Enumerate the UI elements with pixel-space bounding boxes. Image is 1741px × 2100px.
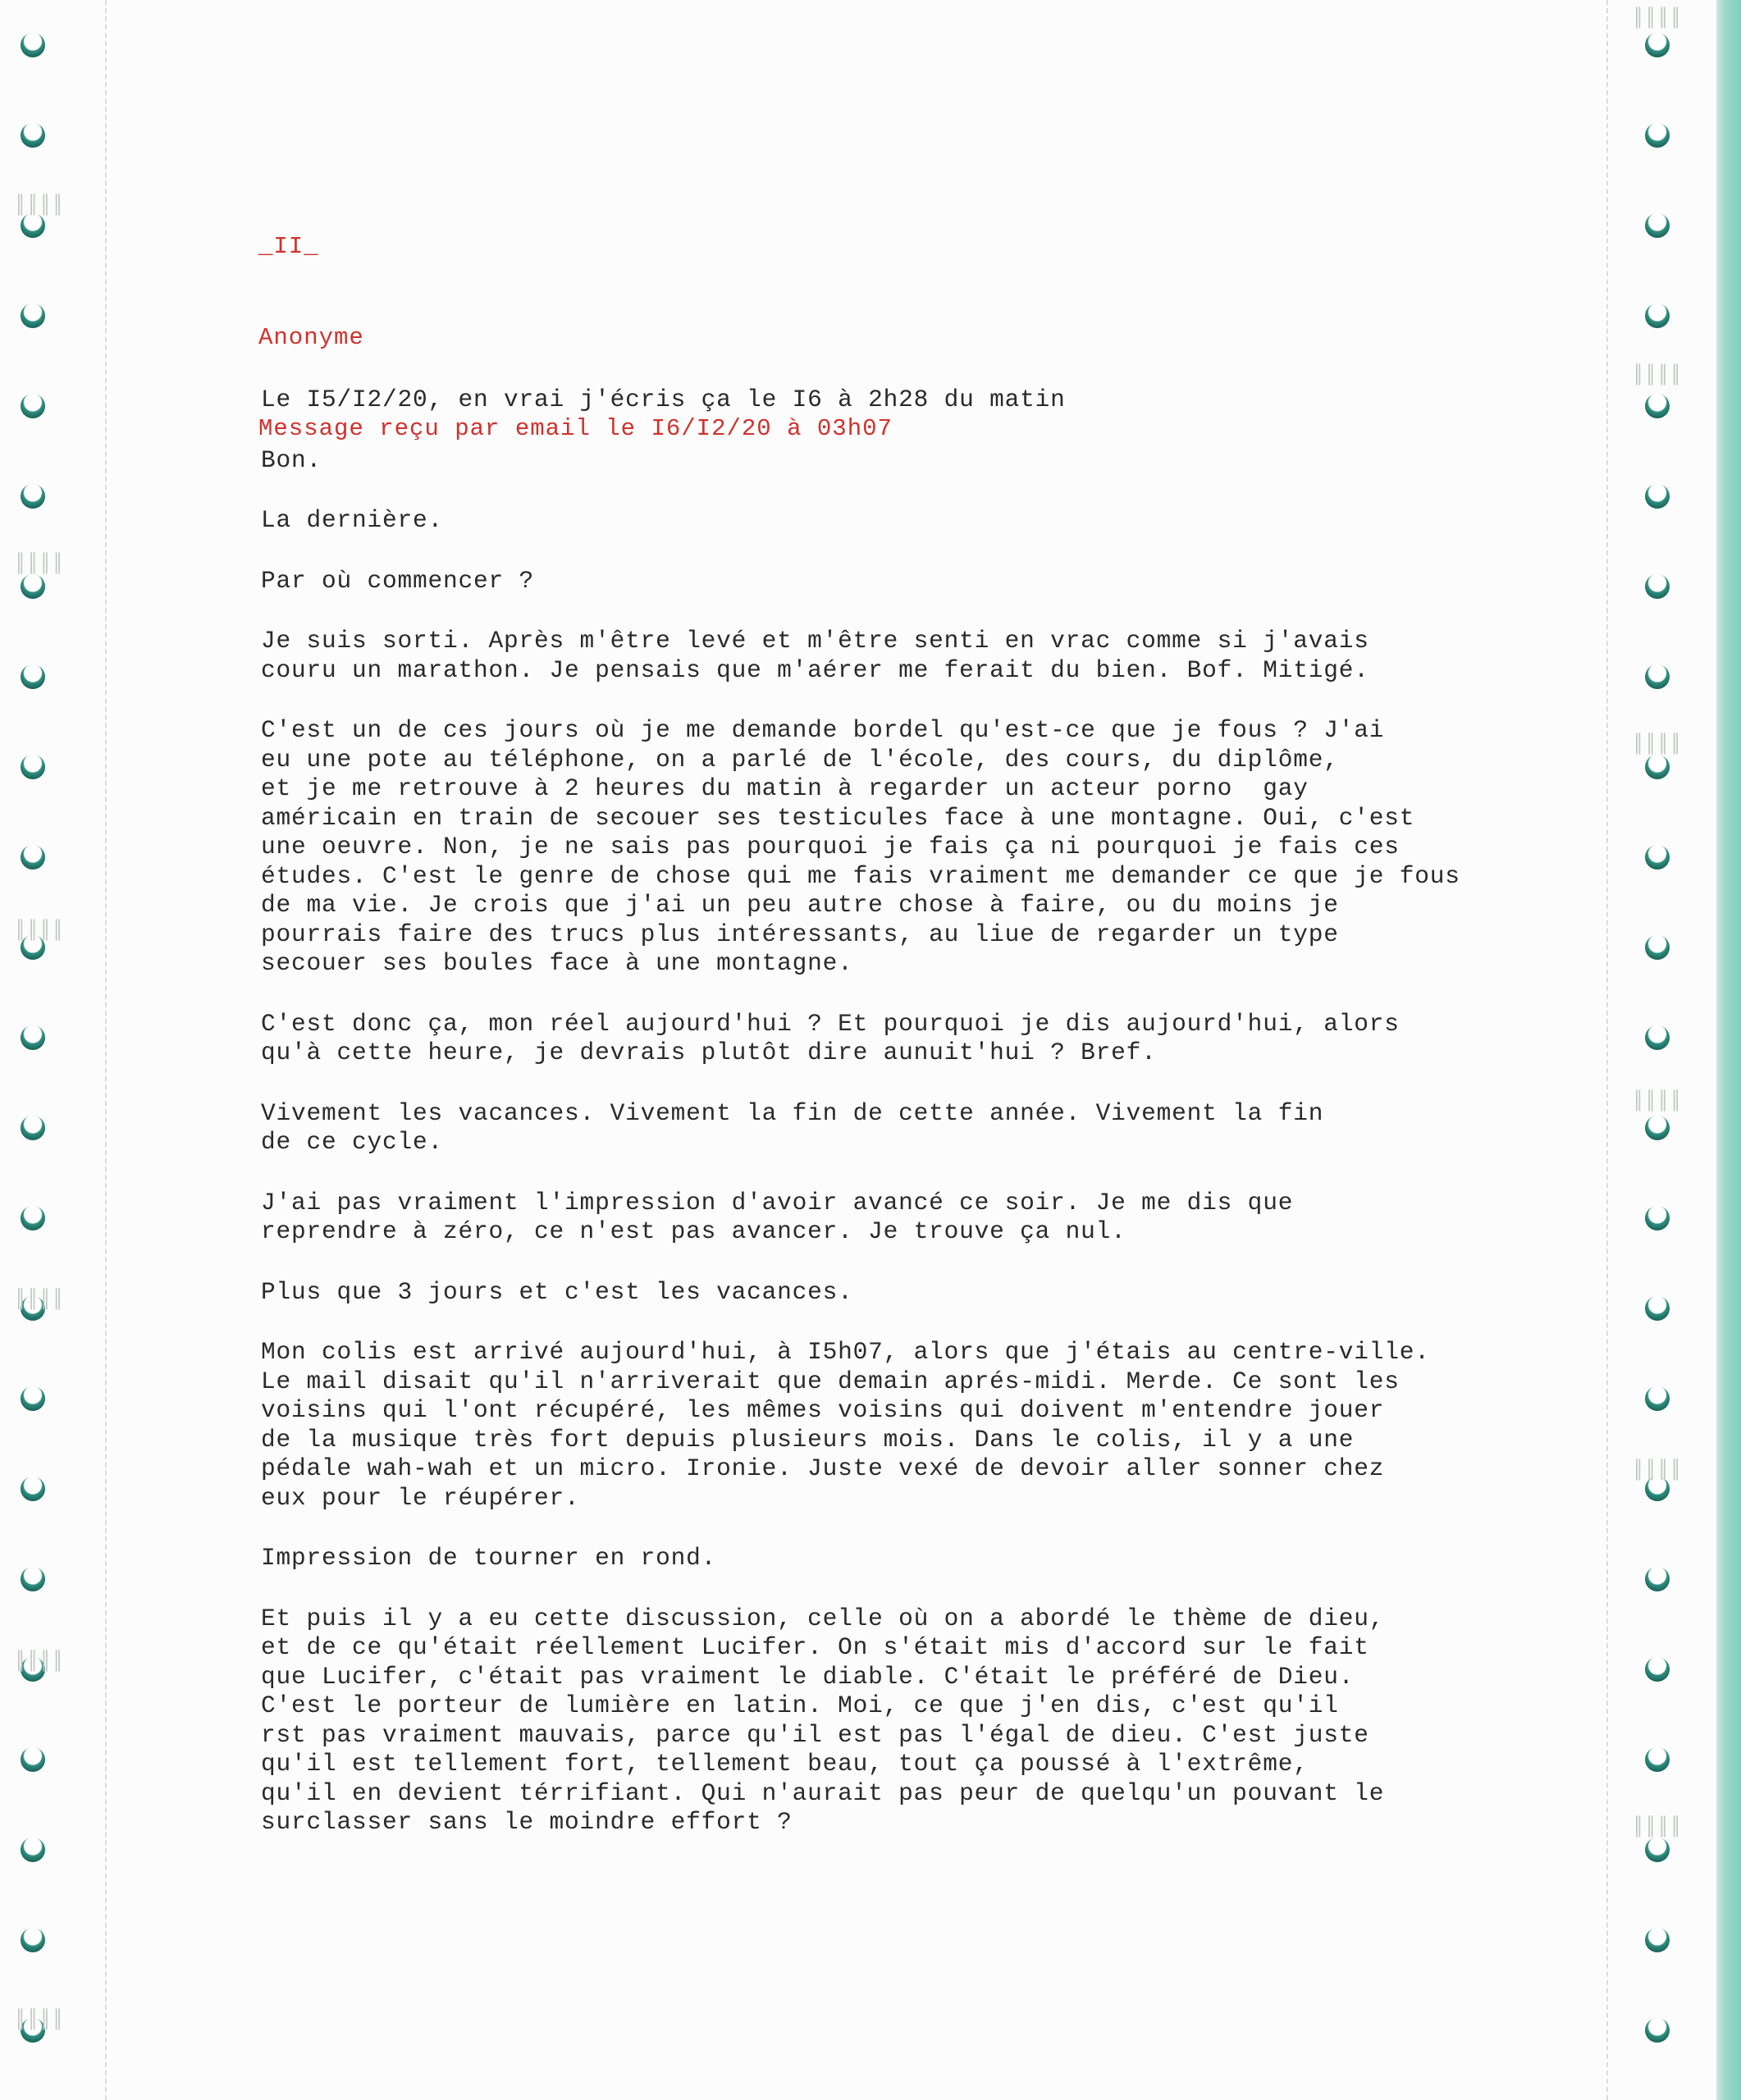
perforation-tick-icon: ║║║║: [1633, 365, 1683, 386]
tractor-feed-hole-icon: [1645, 484, 1670, 509]
tractor-feed-hole-icon: [21, 1838, 45, 1862]
tractor-feed-hole-icon: [21, 33, 45, 57]
tractor-feed-hole-icon: [1645, 304, 1670, 328]
tractor-feed-hole-icon: [21, 1116, 45, 1140]
tractor-feed-hole-icon: [1645, 33, 1670, 57]
perforation-tick-icon: ║║║║: [1633, 1460, 1683, 1481]
tractor-feed-hole-icon: [21, 1025, 45, 1050]
perforation-tick-icon: ║║║║: [15, 195, 65, 216]
tractor-feed-hole-icon: [1645, 1657, 1670, 1682]
paragraph: Impression de tourner en rond.: [261, 1544, 717, 1572]
paragraph: Je suis sorti. Après m'être levé et m'être senti en vrac comme si j'avais couru un marathon. Je pensais que m'aérer me ferait du bien. Bof. Mitigé.: [261, 627, 1369, 684]
paragraph: C'est donc ça, mon réel aujourd'hui ? Et pourquoi je dis aujourd'hui, alors qu'à cette heure, je devrais plutôt dire aunuit'hui ? Bref.: [261, 1009, 1400, 1066]
tractor-feed-hole-icon: [21, 394, 45, 418]
paragraph: Vivement les vacances. Vivement la fin de cette année. Vivement la fin de ce cycle.: [261, 1098, 1324, 1156]
tractor-feed-hole-icon: [21, 1206, 45, 1230]
tractor-feed-hole-icon: [21, 484, 45, 509]
tractor-feed-hole-icon: [21, 664, 45, 689]
paragraph: Mon colis est arrivé aujourd'hui, à I5h07, alors que j'étais au centre-ville. Le mail disait qu'il n'arriverait que demain aprés-midi. Merde. Ce sont les voisins qui l'ont récupéré, les mêmes voisins qui doivent m'entendre jouer de la musique très fort depuis plusieurs mois. Dans le colis, il y a une pédale wah-wah et un micro. Ironie. Juste vexé de devoir aller sonner chez eux pour le réupérer.: [261, 1338, 1430, 1512]
tractor-feed-hole-icon: [21, 304, 45, 328]
paragraph: La dernière.: [261, 506, 444, 534]
perforation-tick-icon: ║║║║: [1633, 1817, 1683, 1838]
tractor-feed-hole-icon: [1645, 1386, 1670, 1411]
tractor-feed-hole-icon: [1645, 1116, 1670, 1140]
left-tractor-strip: [0, 0, 90, 2100]
tractor-feed-hole-icon: [21, 1928, 45, 1952]
paragraph: Plus que 3 jours et c'est les vacances.: [261, 1277, 853, 1306]
tractor-feed-hole-icon: [1645, 1567, 1670, 1591]
tractor-feed-hole-icon: [1645, 664, 1670, 689]
perforation-tick-icon: ║║║║: [15, 1290, 65, 1310]
tractor-feed-hole-icon: [21, 574, 45, 599]
tractor-feed-hole-icon: [1645, 1296, 1670, 1321]
tractor-feed-hole-icon: [21, 845, 45, 870]
tractor-feed-hole-icon: [21, 123, 45, 148]
perforation-tick-icon: ║║║║: [15, 920, 65, 941]
paragraph: Par où commencer ?: [261, 566, 535, 595]
paragraph: Bon.: [261, 445, 322, 474]
tractor-feed-hole-icon: [21, 1747, 45, 1772]
teal-paper-edge: [1716, 0, 1741, 2100]
tractor-feed-hole-icon: [1645, 394, 1670, 418]
tractor-feed-hole-icon: [1645, 845, 1670, 870]
tractor-feed-hole-icon: [1645, 1206, 1670, 1230]
tractor-feed-hole-icon: [21, 755, 45, 779]
tractor-feed-hole-icon: [1645, 123, 1670, 148]
tractor-feed-hole-icon: [21, 1567, 45, 1591]
tractor-feed-hole-icon: [1645, 2018, 1670, 2043]
tractor-feed-hole-icon: [21, 1386, 45, 1411]
paragraph: C'est un de ces jours où je me demande bordel qu'est-ce que je fous ? J'ai eu une pote au téléphone, on a parlé de l'école, des cours, du diplôme, et je me retrouve à 2 heures du matin à regarder un acteur porno gay américain en train de secouer ses testicules face à une montagne. Oui, c'est une oeuvre. Non, je ne sais pas pourquoi je fais ça ni pourquoi je fais ces études. C'est le genre de chose qui me fais vraiment me demander ce que je fous de ma vie. Je crois que j'ai un peu autre chose à faire, ou du moins je pourrais faire des trucs plus intéressants, au liue de regarder un type secouer ses boules face à une montagne.: [261, 716, 1460, 977]
tractor-feed-hole-icon: [21, 213, 45, 238]
right-perforation-line: [1606, 0, 1608, 2100]
perforation-tick-icon: ║║║║: [15, 554, 65, 574]
perforation-tick-icon: ║║║║: [15, 2010, 65, 2030]
paragraph-date: Le I5/I2/20, en vrai j'écris ça le I6 à 2h28 du matin: [261, 386, 1066, 413]
tractor-feed-hole-icon: [1645, 574, 1670, 599]
tractor-feed-hole-icon: [1645, 213, 1670, 238]
tractor-feed-hole-icon: [1645, 1838, 1670, 1862]
received-line: Message reçu par email le I6/I2/20 à 03h07: [258, 415, 893, 442]
document-author: Anonyme: [258, 324, 364, 351]
perforation-tick-icon: ║║║║: [15, 1651, 65, 1672]
tractor-feed-hole-icon: [1645, 1928, 1670, 1952]
tractor-feed-hole-icon: [21, 1477, 45, 1501]
perforation-tick-icon: ║║║║: [1633, 1091, 1683, 1112]
tractor-feed-hole-icon: [1645, 1025, 1670, 1050]
letter-body: [261, 386, 1459, 1869]
paragraph: J'ai pas vraiment l'impression d'avoir avancé ce soir. Je me dis que reprendre à zéro, ce n'est pas avancer. Je trouve ça nul.: [261, 1188, 1294, 1245]
tractor-feed-hole-icon: [1645, 755, 1670, 779]
perforation-tick-icon: ║║║║: [1633, 8, 1683, 29]
tractor-feed-hole-icon: [1645, 935, 1670, 960]
document-number: _II_: [258, 233, 319, 260]
paragraph: Et puis il y a eu cette discussion, celle où on a abordé le thème de dieu, et de ce qu'était réellement Lucifer. On s'était mis d'accord sur le fait que Lucifer, c'était pas vraiment le diable. C'était le préféré de Dieu. C'est le porteur de lumière en latin. Moi, ce que j'en dis, c'est qu'il rst pas vraiment mauvais, parce qu'il est pas l'égal de dieu. C'est juste qu'il est tellement fort, tellement beau, tout ça poussé à l'extrême, qu'il en devient térrifiant. Qui n'aurait pas peur de quelqu'un pouvant le surclasser sans le moindre effort ?: [261, 1604, 1385, 1836]
tractor-feed-hole-icon: [1645, 1747, 1670, 1772]
left-perforation-line: [105, 0, 107, 2100]
perforation-tick-icon: ║║║║: [1633, 734, 1683, 755]
